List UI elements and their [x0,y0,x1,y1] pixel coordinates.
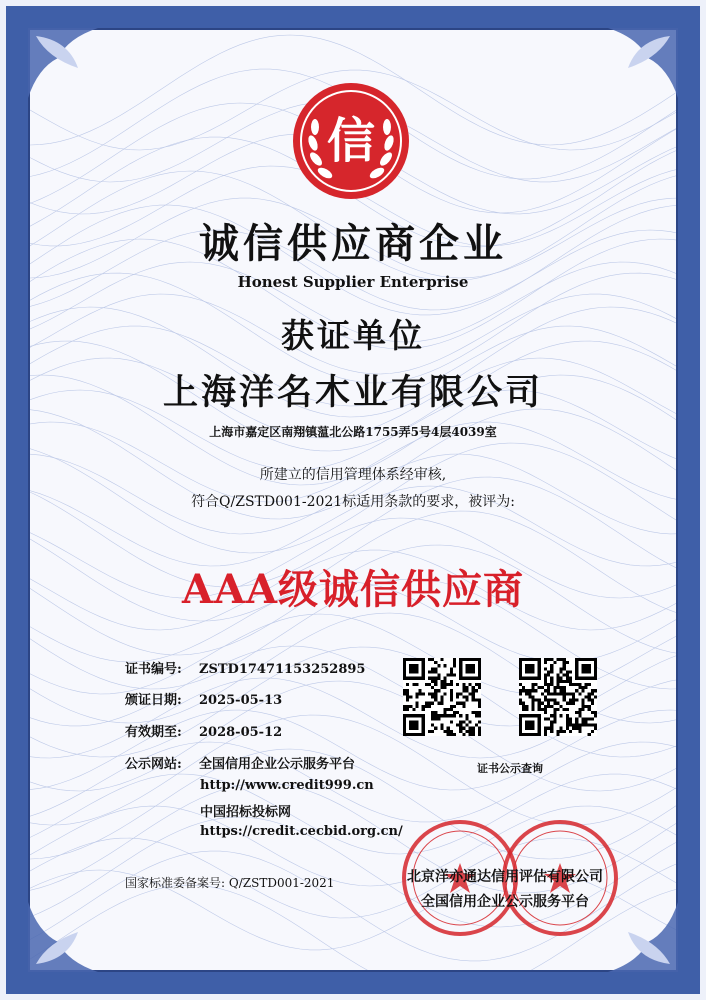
statement-line-1: 所建立的信用管理体系经审核, [259,467,447,483]
issue-date-value: 2025-05-13 [199,693,283,708]
valid-until-label: 有效期至: [125,725,182,740]
certificate-subtitle: Honest Supplier Enterprise [237,273,469,291]
seal-character: 信 [326,113,376,169]
statement-line-2: 符合Q/ZSTD001-2021标适用条款的要求，被评为: [191,494,515,510]
honesty-seal-icon [291,81,411,201]
qr-caption: 证书公示查询 [477,762,543,775]
grade-award: AAA级诚信供应商 [181,566,525,613]
cert-number-label: 证书编号: [125,662,182,677]
website-2-url[interactable]: https://credit.cecbid.org.cn/ [200,824,403,839]
corner-ornament-top-left [28,28,118,118]
qr-code-icon[interactable] [403,658,481,736]
issue-date-row [125,689,282,708]
cert-number-value: ZSTD17471153252895 [199,662,366,677]
registration-row [125,874,334,891]
qr-code-icon[interactable] [519,658,597,736]
issue-date-label: 颁证日期: [125,693,182,708]
issuer-line-2: 全国信用企业公示服务平台 [421,894,589,910]
cert-number-row [125,658,365,677]
website-1-name: 全国信用企业公示服务平台 [199,757,356,772]
company-address: 上海市嘉定区南翔镇蕰北公路1755弄5号4层4039室 [209,425,497,439]
issuer-line-1: 北京洋亦通达信用评估有限公司 [407,869,603,885]
website-row [125,753,355,772]
company-name: 上海洋名木业有限公司 [162,372,543,413]
registration-value: Q/ZSTD001-2021 [228,876,335,890]
website-label: 公示网站: [125,757,182,772]
corner-ornament-top-right [588,28,678,118]
website-2-name: 中国招标投标网 [200,805,292,820]
valid-until-row [125,721,282,740]
certificate-title: 诚信供应商企业 [199,220,507,267]
corner-ornament-bottom-left [28,882,118,972]
registration-label: 国家标准委备案号: [125,876,226,890]
website-1-url[interactable]: http://www.credit999.cn [200,778,374,793]
valid-until-value: 2028-05-12 [199,725,283,740]
recipient-label: 获证单位 [281,316,425,355]
